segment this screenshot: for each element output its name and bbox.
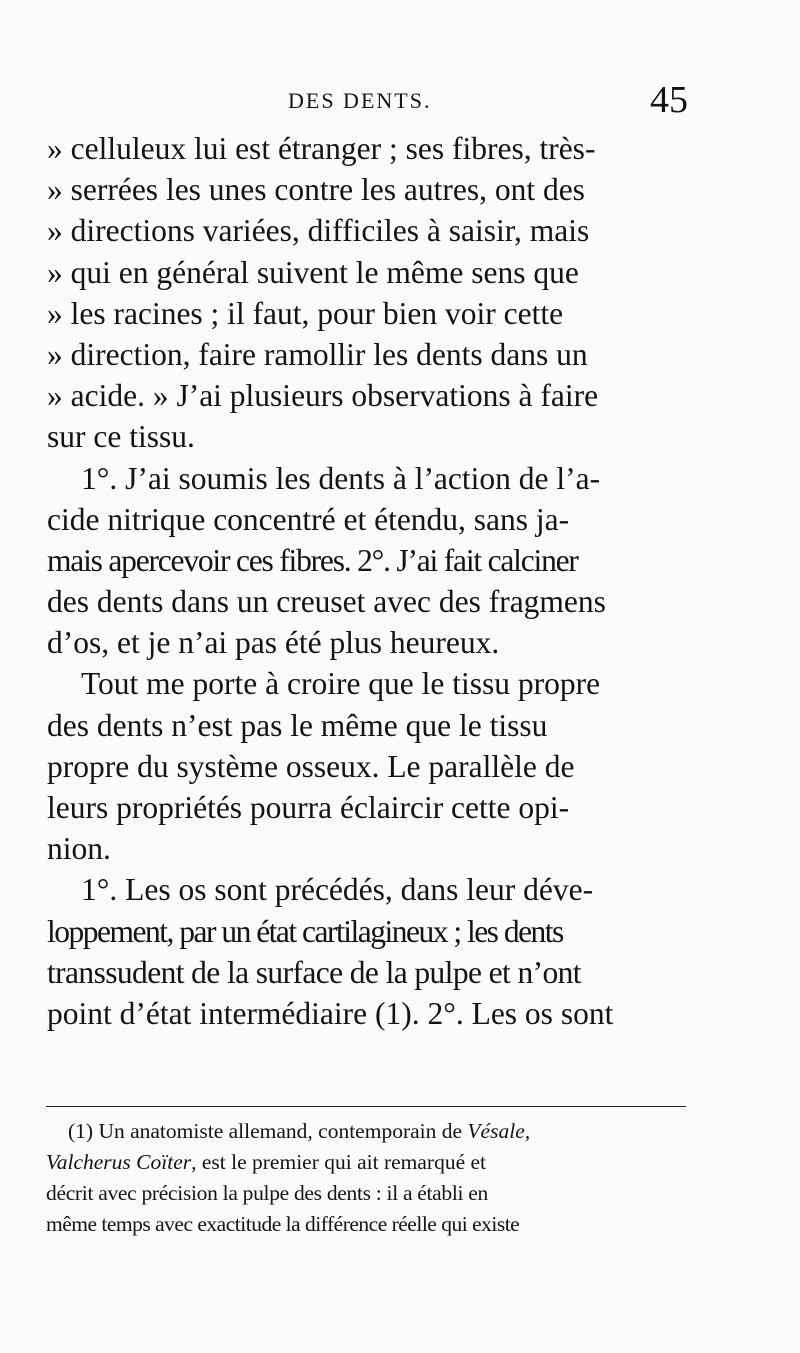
text-line: des dents n’est pas le même que le tissu — [47, 707, 548, 743]
text-line: sur ce tissu. — [47, 419, 195, 455]
text-line: » serrées les unes contre les autres, ont des — [47, 172, 585, 208]
footnote-line — [46, 1116, 686, 1147]
footnote-text: , est le premier qui ait remarqué et — [191, 1150, 487, 1174]
footnote — [46, 1116, 686, 1240]
text-line: 1°. Les os sont précédés, dans leur déve- — [81, 872, 594, 908]
running-title: DES DENTS. — [288, 88, 432, 113]
footnote-line: même temps avec exactitude la différence réelle qui existe — [46, 1212, 520, 1236]
text-line: » les racines ; il faut, pour bien voir cette — [47, 295, 564, 331]
text-line: des dents dans un creuset avec des fragmens — [47, 584, 606, 620]
text-line: » directions variées, difficiles à saisir, mais — [47, 213, 590, 249]
text-line: » direction, faire ramollir les dents dans un — [47, 336, 588, 372]
text-line: point d’état intermédiaire (1). 2°. Les os sont — [47, 995, 614, 1031]
footnote-line: décrit avec précision la pulpe des dents : il a établi en — [46, 1181, 488, 1205]
text-line: 1°. J’ai soumis les dents à l’action de l’a- — [81, 460, 601, 496]
page-header — [0, 78, 800, 121]
footnote-name-vesale: Vésale, — [467, 1119, 531, 1143]
footnote-divider — [46, 1106, 686, 1107]
text-line: cide nitrique concentré et étendu, sans ja- — [47, 501, 570, 537]
text-line: transsudent de la surface de la pulpe et n’ont — [47, 954, 581, 990]
text-line: » qui en général suivent le même sens que — [47, 254, 579, 290]
footnote-line — [46, 1147, 686, 1178]
footnote-name-coiter: Valcherus Coïter — [46, 1150, 192, 1174]
text-line: propre du système osseux. Le parallèle de — [47, 748, 575, 784]
text-line: loppement, par un état cartilagineux ; les dents — [47, 913, 563, 949]
text-line: » celluleux lui est étranger ; ses fibres, très- — [47, 131, 596, 166]
text-line: d’os, et je n’ai pas été plus heureux. — [47, 625, 500, 661]
text-line: leurs propriétés pourra éclaircir cette opi- — [47, 790, 570, 825]
text-line: Tout me porte à croire que le tissu propre — [81, 666, 601, 702]
footnote-text: (1) Un anatomiste allemand, contemporain de — [68, 1119, 468, 1143]
text-line: » acide. » J’ai plusieurs observations à faire — [47, 378, 599, 414]
page-number: 45 — [650, 79, 688, 121]
text-line: nion. — [47, 831, 111, 867]
text-line: mais apercevoir ces fibres. 2°. J’ai fait calciner — [47, 542, 578, 578]
body-text — [47, 128, 687, 1034]
